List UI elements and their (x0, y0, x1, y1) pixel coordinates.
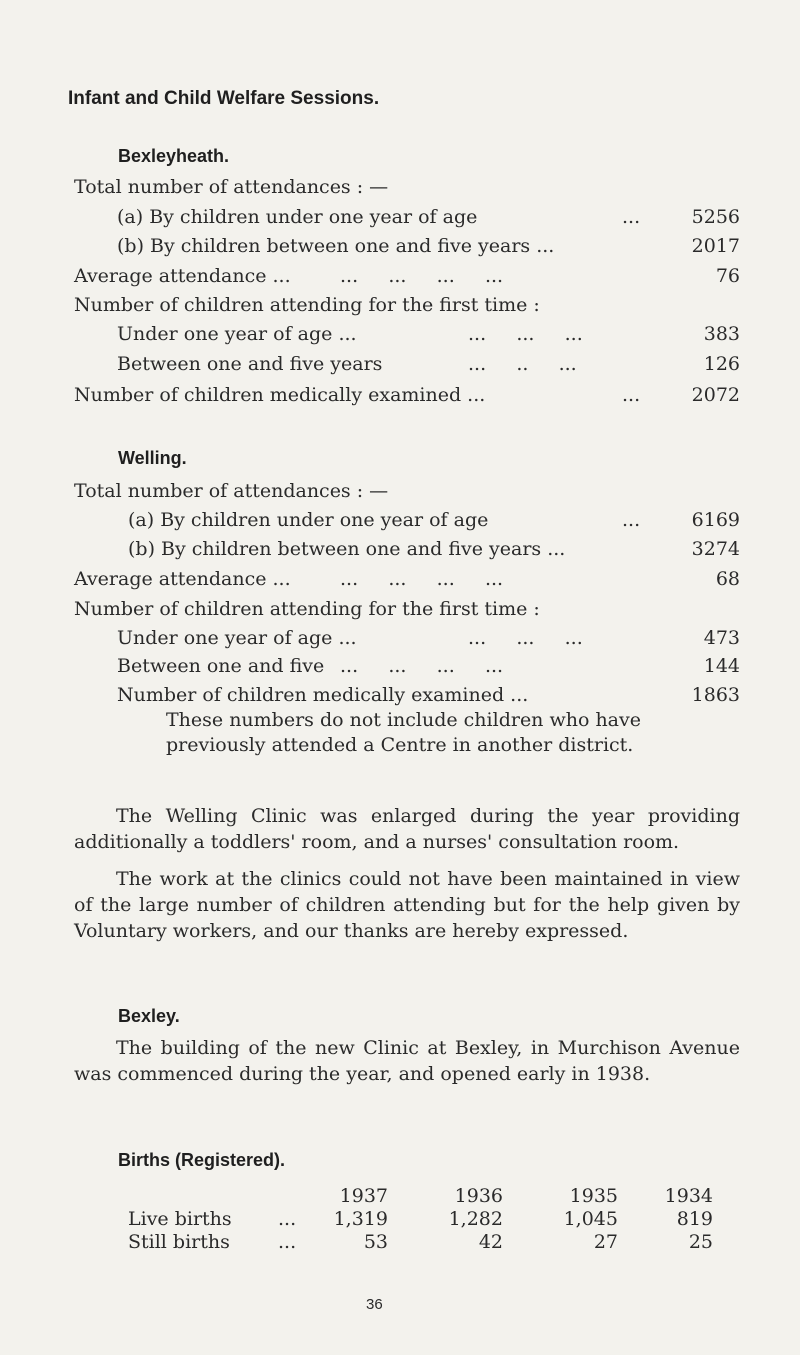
births-cell: 27 (593, 1230, 618, 1253)
welling-examined-label: Number of children medically examined ... (117, 684, 529, 706)
bexleyheath-examined-label: Number of children medically examined ... (74, 384, 486, 406)
welling-first-under-one-row (0, 627, 800, 653)
births-still-row (128, 1230, 713, 1253)
welling-one-to-five-label: (b) By children between one and five years ... (128, 538, 566, 560)
bexleyheath-under-one-label: (a) By children under one year of age (117, 206, 478, 228)
bexleyheath-total-row (0, 176, 800, 202)
bexleyheath-average-value: 76 (715, 265, 740, 287)
bexleyheath-first-one-to-five-row (0, 353, 800, 379)
births-row-dots: ... (278, 1207, 297, 1230)
bexleyheath-under-one-row (0, 206, 800, 232)
welling-total-row (0, 480, 800, 506)
births-year-header: 1936 (454, 1184, 503, 1207)
page-title: Infant and Child Welfare Sessions. (68, 88, 380, 109)
welling-first-under-one-value: 473 (703, 627, 740, 649)
welling-note: These numbers do not include children who have previously attended a Centre in another district. (166, 709, 641, 756)
welling-first-one-to-five-label: Between one and five (117, 655, 325, 677)
bexleyheath-one-to-five-row (0, 235, 800, 261)
welling-average-row (0, 568, 800, 594)
births-row-label: Still births (128, 1230, 230, 1253)
births-heading: Births (Registered). (118, 1150, 286, 1170)
bexleyheath-average-dots: ... ... ... ... (340, 265, 504, 287)
births-year-header: 1937 (339, 1184, 388, 1207)
bexleyheath-examined-dots: ... (622, 384, 641, 406)
bexleyheath-average-row (0, 265, 800, 291)
welling-first-one-to-five-row (0, 655, 800, 681)
welling-first-time-label: Number of children attending for the first time : (74, 598, 540, 620)
bexleyheath-one-to-five-label: (b) By children between one and five years ... (117, 235, 555, 257)
births-table (128, 1184, 713, 1253)
welling-heading: Welling. (118, 448, 187, 468)
births-year-header: 1935 (569, 1184, 618, 1207)
bexleyheath-first-one-to-five-dots: ... .. ... (468, 353, 577, 375)
bexleyheath-total-label: Total number of attendances : — (74, 176, 389, 198)
welling-examined-row (0, 684, 800, 710)
births-live-row (128, 1207, 713, 1230)
welling-under-one-label: (a) By children under one year of age (128, 509, 489, 531)
welling-average-label: Average attendance ... (74, 568, 291, 590)
bexleyheath-first-one-to-five-label: Between one and five years (117, 353, 383, 375)
welling-one-to-five-row (0, 538, 800, 564)
page-number: 36 (366, 1296, 383, 1313)
bexleyheath-examined-row (0, 384, 800, 410)
bexleyheath-first-under-one-label: Under one year of age ... (117, 323, 357, 345)
bexleyheath-average-label: Average attendance ... (74, 265, 291, 287)
births-cell: 819 (676, 1207, 713, 1230)
births-cell: 1,319 (333, 1207, 388, 1230)
births-cell: 42 (478, 1230, 503, 1253)
welling-first-one-to-five-value: 144 (703, 655, 740, 677)
births-cell: 1,282 (448, 1207, 503, 1230)
births-cell: 53 (363, 1230, 388, 1253)
welling-first-under-one-dots: ... ... ... (468, 627, 583, 649)
births-header-row (128, 1184, 713, 1207)
welling-under-one-row (0, 509, 800, 535)
bexley-paragraph: The building of the new Clinic at Bexley, in Murchison Avenue was commenced during the year, and opened early in 1938. (74, 1037, 740, 1085)
bexleyheath-under-one-dots: ... (622, 206, 641, 228)
births-year-header: 1934 (664, 1184, 713, 1207)
bexleyheath-first-under-one-value: 383 (703, 323, 740, 345)
bexleyheath-first-time-row (0, 294, 800, 320)
births-row-label: Live births (128, 1207, 232, 1230)
births-cell: 25 (688, 1230, 713, 1253)
welling-first-one-to-five-dots: ... ... ... ... (340, 655, 504, 677)
welling-one-to-five-value: 3274 (691, 538, 740, 560)
welling-under-one-dots: ... (622, 509, 641, 531)
welling-average-value: 68 (715, 568, 740, 590)
bexleyheath-first-under-one-dots: ... ... ... (468, 323, 583, 345)
bexleyheath-first-time-label: Number of children attending for the first time : (74, 294, 540, 316)
welling-total-label: Total number of attendances : — (74, 480, 389, 502)
welling-paragraph-thanks: The work at the clinics could not have been maintained in view of the large number of children attending but for the help given by Voluntary workers, and our thanks are hereby expressed. (74, 868, 740, 942)
welling-average-dots: ... ... ... ... (340, 568, 504, 590)
births-row-dots: ... (278, 1230, 297, 1253)
welling-examined-value: 1863 (691, 684, 740, 706)
bexleyheath-one-to-five-value: 2017 (691, 235, 740, 257)
bexleyheath-under-one-value: 5256 (691, 206, 740, 228)
welling-first-time-row (0, 598, 800, 624)
bexleyheath-heading: Bexleyheath. (118, 146, 230, 166)
welling-under-one-value: 6169 (691, 509, 740, 531)
welling-first-under-one-label: Under one year of age ... (117, 627, 357, 649)
bexley-heading: Bexley. (118, 1006, 180, 1026)
births-cell: 1,045 (563, 1207, 618, 1230)
bexleyheath-first-under-one-row (0, 323, 800, 349)
welling-paragraph-enlarged: The Welling Clinic was enlarged during the year providing additionally a toddlers' room, and a nurses' consultation room. (74, 805, 740, 853)
bexleyheath-examined-value: 2072 (691, 384, 740, 406)
bexleyheath-first-one-to-five-value: 126 (703, 353, 740, 375)
